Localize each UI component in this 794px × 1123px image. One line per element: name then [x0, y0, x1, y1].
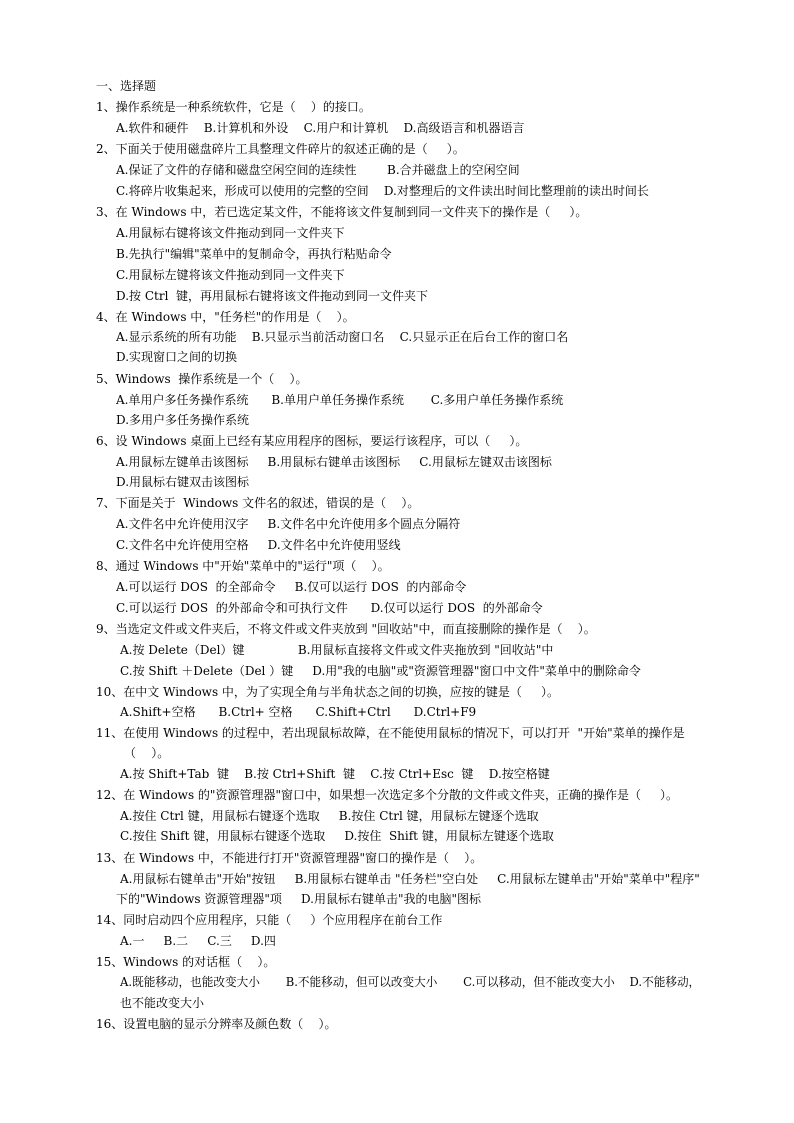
question-10-options: A.Shift+空格 B.Ctrl+ 空格 C.Shift+Ctrl D.Ctrl+F9 [120, 705, 477, 719]
question-6-option-d: D.用鼠标右键双击该图标 [116, 475, 250, 489]
question-6-options-abc: A.用鼠标左键单击该图标 B.用鼠标右键单击该图标 C.用鼠标左键双击该图标 [116, 455, 552, 469]
question-6: 6、设 Windows 桌面上已经有某应用程序的图标，要运行该程序，可以（ ）。 [96, 434, 528, 448]
question-3-option-a: A.用鼠标右键将该文件拖动到同一文件夹下 [116, 226, 345, 240]
section-title: 一、选择题 [96, 79, 157, 93]
question-5-option-d: D.多用户多任务操作系统 [116, 413, 250, 427]
question-12-options-cd: C.按住 Shift 键，用鼠标右键逐个选取 D.按住 Shift 键，用鼠标左键逐个选取 [120, 829, 554, 843]
question-7-options-ab: A.文件名中允许使用汉字 B.文件名中允许使用多个圆点分隔符 [116, 517, 461, 531]
question-9-options-ab: A.按 Delete（Del）键 B.用鼠标直接将文件或文件夹拖放到 "回收站"中 [120, 643, 554, 657]
question-4-options-abc: A.显示系统的所有功能 B.只显示当前活动窗口名 C.只显示正在后台工作的窗口名 [116, 330, 569, 344]
question-7: 7、下面是关于 Windows 文件名的叙述，错误的是（ ）。 [96, 496, 420, 510]
question-8-options-cd: C.可以运行 DOS 的外部命令和可执行文件 D.仅可以运行 DOS 的外部命令 [116, 601, 543, 615]
question-4-option-d: D.实现窗口之间的切换 [116, 350, 238, 364]
question-5-options-abc: A.单用户多任务操作系统 B.单用户单任务操作系统 C.多用户单任务操作系统 [116, 393, 564, 407]
question-3-option-d: D.按 Ctrl 键，再用鼠标右键将该文件拖动到同一文件夹下 [116, 289, 429, 303]
question-5: 5、Windows 操作系统是一个（ ）。 [96, 372, 308, 386]
question-16: 16、设置电脑的显示分辨率及颜色数（ ）。 [96, 1017, 337, 1031]
question-3-option-b: B.先执行"编辑"菜单中的复制命令，再执行粘贴命令 [116, 247, 392, 261]
question-14-options: A.一 B.二 C.三 D.四 [120, 934, 276, 948]
question-4: 4、在 Windows 中，"任务栏"的作用是（ ）。 [96, 310, 355, 324]
question-8: 8、通过 Windows 中"开始"菜单中的"运行"项（ ）。 [96, 559, 390, 573]
question-3-option-c: C.用鼠标左键将该文件拖动到同一文件夹下 [116, 268, 345, 282]
question-9: 9、当选定文件或文件夹后，不将文件或文件夹放到 "回收站"中，而直接删除的操作是（ ）。 [96, 622, 596, 636]
question-2-options-cd: C.将碎片收集起来，形成可以使用的完整的空间 D.对整理后的文件读出时间比整理前的读出时间长 [116, 184, 649, 198]
question-15-options-cont: 也不能改变大小 [120, 996, 205, 1010]
question-11-options: A.按 Shift+Tab 键 B.按 Ctrl+Shift 键 C.按 Ctrl+Esc 键 D.按空格键 [120, 767, 550, 781]
question-13-options-cont: 下的"Windows 资源管理器"项 D.用鼠标右键单击"我的电脑"图标 [116, 892, 481, 906]
question-9-options-cd: C.按 Shift ＋Delete（Del ）键 D.用"我的电脑"或"资源管理器"窗口中文件"菜单中的删除命令 [120, 664, 641, 678]
question-12-options-ab: A.按住 Ctrl 键，用鼠标右键逐个选取 B.按住 Ctrl 键，用鼠标左键逐个选取 [120, 809, 539, 823]
question-13-options-abc: A.用鼠标右键单击"开始"按钮 B.用鼠标右键单击 "任务栏"空白处 C.用鼠标左键单击"开始"菜单中"程序" [120, 872, 700, 886]
question-11: 11、在使用 Windows 的过程中，若出现鼠标故障，在不能使用鼠标的情况下，可以打开 "开始"菜单的操作是 [96, 726, 685, 740]
question-11-blank: （ ）。 [124, 746, 170, 760]
question-3: 3、在 Windows 中，若已选定某文件，不能将该文件复制到同一文件夹下的操作是（ ）。 [96, 205, 588, 219]
question-7-options-cd: C.文件名中允许使用空格 D.文件名中允许使用竖线 [116, 538, 401, 552]
question-15: 15、Windows 的对话框（ ）。 [96, 955, 276, 969]
question-10: 10、在中文 Windows 中，为了实现全角与半角状态之间的切换，应按的键是（ ）。 [96, 685, 559, 699]
question-14: 14、同时启动四个应用程序，只能（ ）个应用程序在前台工作 [96, 913, 443, 927]
question-1: 1、操作系统是一种系统软件，它是（ ）的接口。 [96, 100, 371, 114]
question-8-options-ab: A.可以运行 DOS 的全部命令 B.仅可以运行 DOS 的内部命令 [116, 580, 467, 594]
question-13: 13、在 Windows 中，不能进行打开"资源管理器"窗口的操作是（ ）。 [96, 851, 483, 865]
question-15-options: A.既能移动，也能改变大小 B.不能移动，但可以改变大小 C.可以移动，但不能改变大小 D.不能移动， [120, 975, 701, 989]
question-2: 2、下面关于使用磁盘碎片工具整理文件碎片的叙述正确的是（ ）。 [96, 142, 465, 156]
question-12: 12、在 Windows 的"资源管理器"窗口中，如果想一次选定多个分散的文件或文件夹，正确的操作是（ ）。 [96, 788, 679, 802]
question-2-options-ab: A.保证了文件的存储和磁盘空闲空间的连续性 B.合并磁盘上的空闲空间 [116, 163, 520, 177]
question-1-options: A.软件和硬件 B.计算机和外设 C.用户和计算机 D.高级语言和机器语言 [116, 121, 525, 135]
